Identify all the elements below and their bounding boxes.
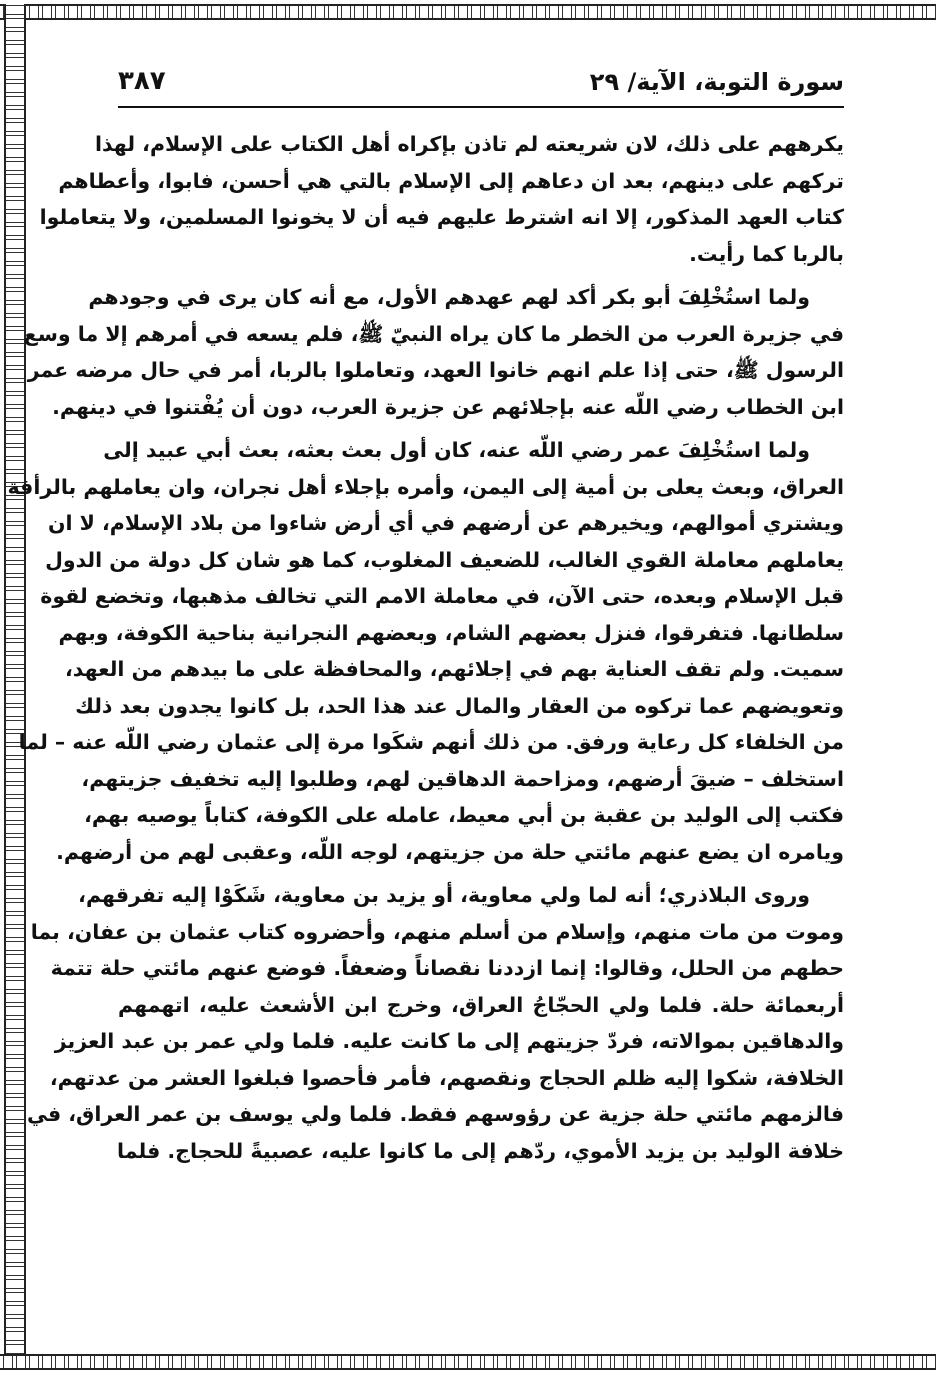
- text-line: ولما استُخْلِفَ عمر رضي اللّه عنه، كان أول بعث بعثه، بعث أبي عبيد إلى: [103, 438, 810, 462]
- paragraph-4: [26, 877, 844, 1169]
- body-text: [7, 126, 844, 1169]
- text-line: ابن الخطاب رضي اللّه عنه بإجلائهم عن جزيرة العرب، دون أن يُفْتنوا في دينهم.: [52, 394, 844, 419]
- text-line: استخلف – ضيقَ أرضهم، ومزاحمة الدهاقين لهم، وطلبوا إليه تخفيف جزيتهم،: [81, 766, 844, 791]
- text-line: ويامره ان يضع عنهم مائتي حلة من جزيتهم، لوجه اللّه، وعقبى لهم من أرضهم.: [56, 839, 844, 864]
- text-line: سميت. ولم تقف العناية بهم في إجلائهم، والمحافظة على ما بيدهم من العهد،: [64, 657, 844, 681]
- text-line: كتاب العهد المذكور، إلا انه اشترط عليهم فيه أن لا يخونوا المسلمين، ولا يتعاملوا: [39, 205, 844, 229]
- page-header: [118, 62, 844, 106]
- text-line: يعاملهم معاملة القوي الغالب، للضعيف المغلوب، كما هو شان كل دولة من الدول: [45, 547, 844, 572]
- paragraph-1: [39, 126, 844, 272]
- decorative-border-left: [4, 4, 26, 1370]
- paragraph-3: [7, 432, 844, 870]
- text-line: تركهم على دينهم، بعد ان دعاهم إلى الإسلام بالتي هي أحسن، فابوا، وأعطاهم: [58, 168, 844, 193]
- header-divider: [118, 106, 844, 108]
- decorative-border-top: [0, 4, 936, 20]
- paragraph-2: [23, 279, 844, 425]
- decorative-border-bottom: [0, 1354, 936, 1370]
- text-line: بالربا كما رأيت.: [689, 241, 844, 266]
- text-line: خلافة الوليد بن يزيد الأموي، ردّهم إلى ما كانوا عليه، عصبيةً للحجاج. فلما: [117, 1138, 844, 1163]
- text-line: سلطانها. فتفرقوا، فنزل بعضهم الشام، وبعضهم النجرانية بناحية الكوفة، وبهم: [58, 620, 844, 645]
- text-line: وتعويضهم عما تركوه من العقار والمال عند هذا الحد، بل كانوا يجدون بعد ذلك: [75, 693, 844, 718]
- text-line: أربعمائة حلة. فلما ولي الحجّاجُ العراق، وخرج ابن الأشعث عليه، اتهمهم: [118, 992, 844, 1017]
- text-line: من الخلفاء كل رعاية ورفق. من ذلك أنهم شكَوا مرة إلى عثمان رضي اللّه عنه – لما: [18, 730, 844, 754]
- text-line: ولما استُخْلِفَ أبو بكر أكد لهم عهدهم الأول، مع أنه كان يرى في وجودهم: [88, 285, 810, 309]
- running-title: سورة التوبة، الآية/ ٢٩: [589, 68, 844, 96]
- text-line: والدهاقين بموالاته، فردّ جزيتهم إلى ما كانت عليه. فلما ولي عمر بن عبد العزيز: [54, 1029, 844, 1053]
- text-line: فالزمهم مائتي حلة جزية عن رؤوسهم فقط. فلما ولي يوسف بن عمر العراق، في: [26, 1102, 844, 1126]
- text-line: الخلافة، شكوا إليه ظلم الحجاج ونقصهم، فأمر فأحصوا فبلغوا العشر من عدتهم،: [49, 1065, 844, 1090]
- page-number: ٣٨٧: [118, 66, 166, 96]
- text-line: العراق، وبعث يعلى بن أمية إلى اليمن، وأمره بإجلاء أهل نجران، وان يعاملهم بالرأفة: [7, 474, 844, 499]
- text-line: الرسول ﷺ، حتى إذا علم انهم خانوا العهد، وتعاملوا بالربا، أمر في حال مرضه عمر: [27, 358, 844, 382]
- text-line: وموت من مات منهم، وإسلام من أسلم منهم، وأحضروه كتاب عثمان بن عفان، بما: [30, 919, 844, 944]
- text-line: حطهم من الحلل، وقالوا: إنما ازددنا نقصاناً وضعفاً. فوضع عنهم مائتي حلة تتمة: [50, 956, 844, 980]
- text-line: ويشتري أموالهم، ويخيرهم عن أرضهم في أي أرض شاءوا من بلاد الإسلام، لا ان: [47, 511, 844, 535]
- text-line: قبل الإسلام وبعده، حتى الآن، في معاملة الامم التي تخالف مذهبها، وتخضع لقوة: [40, 584, 844, 608]
- text-line: في جزيرة العرب من الخطر ما كان يراه النبيّ ﷺ، فلم يسعه في أمرهم إلا ما وسع: [23, 321, 844, 346]
- text-line: فكتب إلى الوليد بن عقبة بن أبي معيط، عامله على الكوفة، كتاباً يوصيه بهم،: [84, 803, 844, 827]
- text-line: وروى البلاذري؛ أنه لما ولي معاوية، أو يزيد بن معاوية، شَكَوْا إليه تفرقهم،: [78, 883, 810, 907]
- text-line: يكرههم على ذلك، لان شريعته لم تاذن بإكراه أهل الكتاب على الإسلام، لهذا: [94, 132, 844, 156]
